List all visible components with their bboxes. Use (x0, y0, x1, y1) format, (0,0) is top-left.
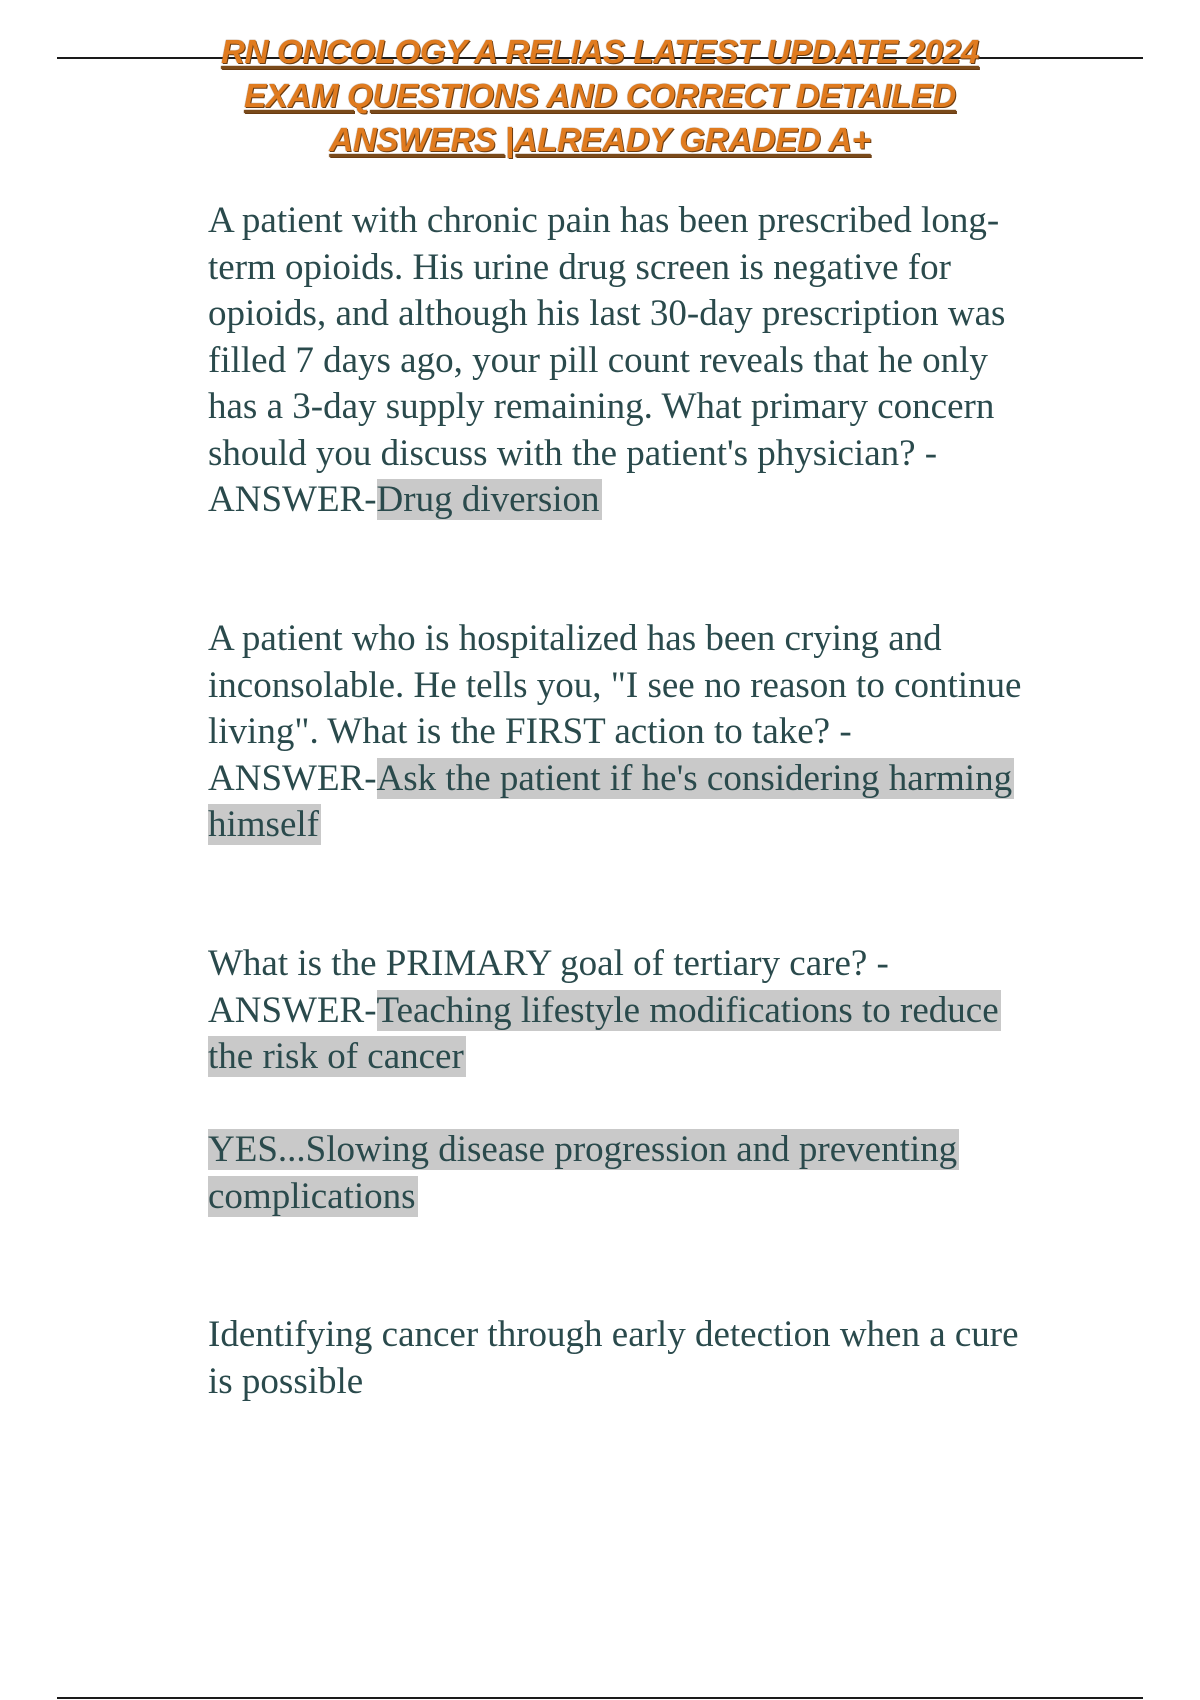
question-line: A patient who is hospitalized has been crying and (208, 618, 942, 659)
option-line (208, 1174, 1108, 1221)
option-line (208, 1127, 1108, 1174)
answer-prefix: ANSWER- (208, 479, 377, 520)
question-line: has a 3-day supply remaining. What primary concern (208, 386, 995, 427)
answer-highlight: the risk of cancer (208, 1036, 464, 1077)
answer-line (208, 756, 1108, 803)
question-block (208, 616, 1108, 849)
option-block (208, 1312, 1108, 1405)
option-highlight: complications (208, 1175, 416, 1217)
title-line: EXAM QUESTIONS AND CORRECT DETAILED (244, 77, 956, 114)
question-line: opioids, and although his last 30-day prescription was (208, 293, 1006, 334)
bottom-rule (57, 1697, 1143, 1699)
question-line: should you discuss with the patient's physician? - (208, 432, 938, 474)
question-line: living". What is the FIRST action to take? - (208, 711, 852, 752)
option-block (208, 1127, 1108, 1220)
question-line: filled 7 days ago, your pill count reveals that he only (208, 339, 988, 381)
answer-highlight: Teaching lifestyle modifications to reduce (376, 989, 999, 1031)
answer-line (208, 988, 1108, 1035)
answer-prefix: ANSWER- (208, 989, 377, 1031)
question-line: What is the PRIMARY goal of tertiary care? - (208, 943, 889, 984)
answer-line (208, 477, 1108, 524)
question-line: inconsolable. He tells you, "I see no reason to continue (208, 664, 1022, 706)
answer-line (208, 802, 1108, 849)
answer-line (208, 1034, 1108, 1081)
question-line: term opioids. His urine drug screen is negative for (208, 246, 951, 288)
question-line: A patient with chronic pain has been prescribed long- (208, 200, 1000, 241)
answer-highlight: himself (208, 804, 319, 845)
option-line: Identifying cancer through early detection when a cure (208, 1314, 1019, 1355)
option-highlight: YES...Slowing disease progression and preventing (208, 1129, 958, 1170)
question-block (208, 941, 1108, 1081)
answer-highlight: Drug diversion (376, 479, 600, 520)
title-line: RN ONCOLOGY A RELIAS LATEST UPDATE 2024 (221, 33, 979, 70)
answer-highlight: Ask the patient if he's considering harming (376, 757, 1013, 799)
answer-prefix: ANSWER- (208, 757, 377, 799)
option-line: is possible (208, 1360, 364, 1402)
question-block (208, 198, 1108, 524)
document-title (150, 30, 1050, 162)
title-line: ANSWERS |ALREADY GRADED A+ (329, 121, 871, 158)
